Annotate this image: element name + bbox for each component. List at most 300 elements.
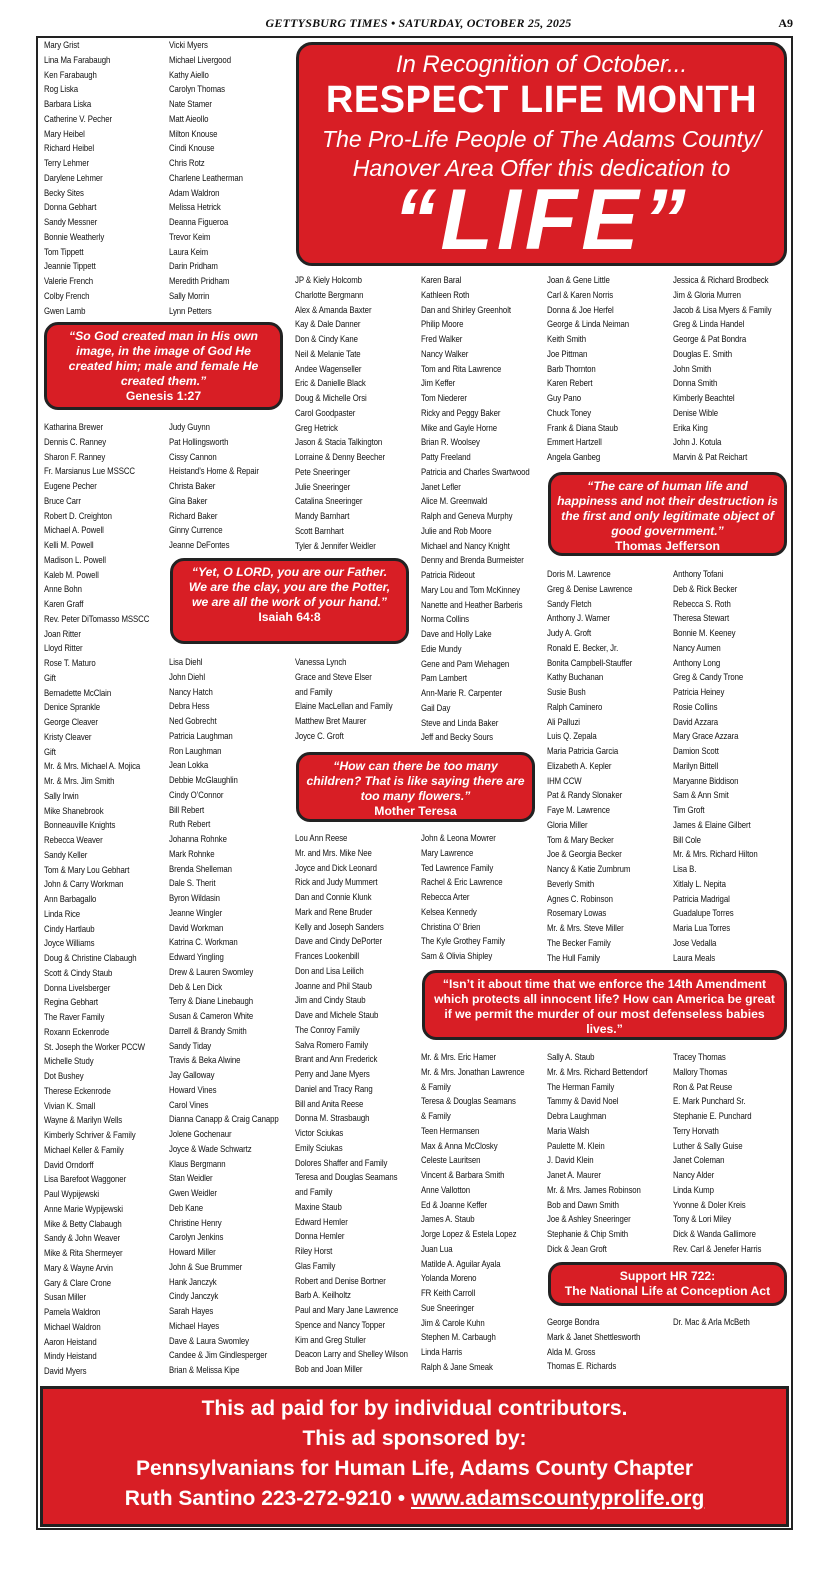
name-entry: Tom & Mary Becker <box>547 834 614 845</box>
name-entry: Elizabeth A. Kepler <box>547 760 612 771</box>
name-entry: Teresa & Douglas Seamans <box>421 1096 516 1107</box>
name-entry: David Orndorff <box>44 1159 94 1170</box>
name-entry: Cindy O’Connor <box>169 789 224 800</box>
name-entry: Emily Sciukas <box>295 1142 343 1153</box>
name-entry: Dr. Mac & Arla McBeth <box>673 1317 750 1327</box>
name-entry: Rog Liska <box>44 84 78 95</box>
name-entry: The Herman Family <box>547 1081 615 1092</box>
name-entry: Nancy & Katie Zumbrum <box>547 864 631 874</box>
name-entry: Eric & Danielle Black <box>295 378 366 389</box>
name-entry: Mike and Gayle Horne <box>421 422 498 433</box>
name-entry: and Family <box>295 1187 333 1197</box>
name-entry: Jim & Gloria Murren <box>673 289 741 300</box>
names-col-4c <box>421 1050 525 1375</box>
name-entry: Howard Vines <box>169 1084 217 1095</box>
name-entry: Ralph Caminero <box>547 701 603 712</box>
names-col-3a <box>295 273 385 553</box>
name-entry: Regina Gebhart <box>44 997 98 1008</box>
name-entry: Maria Patricia Garcia <box>547 746 619 756</box>
name-entry: Edward Yingling <box>169 952 224 962</box>
name-entry: Debbie McGlaughlin <box>169 775 238 785</box>
name-entry: Ted Lawrence Family <box>421 862 494 873</box>
name-entry: Ginny Currence <box>169 525 223 536</box>
quote-isaiah-source: Isaiah 64:8 <box>258 610 321 624</box>
footer-paid-by: This ad paid for by individual contributors. <box>201 1397 628 1420</box>
name-entry: Sam & Olivia Shipley <box>421 951 493 961</box>
name-entry: Celeste Lauritsen <box>421 1155 481 1166</box>
newspaper-dateline: GETTYSBURG TIMES • SATURDAY, OCTOBER 25, 2025 <box>265 16 572 30</box>
name-entry: Barb A. Keilholtz <box>295 1290 351 1301</box>
name-entry: Michelle Study <box>44 1056 94 1067</box>
name-entry: Lynn Petters <box>169 305 212 316</box>
name-entry: Carolyn Jenkins <box>169 1232 224 1243</box>
name-entry: Vanessa Lynch <box>295 657 347 667</box>
name-entry: John J. Kotula <box>673 437 722 448</box>
name-entry: James A. Staub <box>421 1214 475 1225</box>
name-entry: Tom Tippett <box>44 246 84 257</box>
name-entry: Joyce C. Groft <box>295 730 344 741</box>
name-entry: Brian & Melissa Kipe <box>169 1365 240 1375</box>
name-entry: Kimberly Schriver & Family <box>44 1130 136 1140</box>
name-entry: Pete Sneeringer <box>295 466 351 477</box>
name-entry: & Family <box>421 1081 451 1092</box>
name-entry: Jim Keffer <box>421 378 456 389</box>
name-entry: The Kyle Grothey Family <box>421 936 505 947</box>
name-entry: Scott Barnhart <box>295 525 344 536</box>
name-entry: Jeanne Wingler <box>169 907 223 918</box>
names-col-6a <box>673 273 771 465</box>
name-entry: Kelli M. Powell <box>44 540 94 550</box>
name-entry: Fred Walker <box>421 334 463 344</box>
title-banner <box>296 42 787 266</box>
name-entry: Brian R. Woolsey <box>421 437 480 448</box>
name-entry: Edward Hemler <box>295 1216 348 1227</box>
name-entry: Cindy Janczyk <box>169 1291 219 1302</box>
footer-website-link[interactable]: www.adamscountyprolife.org <box>411 1487 705 1510</box>
name-entry: Howard Miller <box>169 1247 216 1257</box>
name-entry: Bruce Carr <box>44 495 81 506</box>
page-number: A9 <box>778 16 793 30</box>
name-entry: Lisa Barefoot Waggoner <box>44 1174 127 1185</box>
name-entry: Eugene Pecher <box>44 481 97 491</box>
name-entry: Nanette and Heather Barberis <box>421 599 523 610</box>
name-entry: Darrell & Brandy Smith <box>169 1025 247 1036</box>
name-entry: Alex & Amanda Baxter <box>295 304 372 315</box>
name-entry: Aaron Heistand <box>44 1336 97 1347</box>
name-entry: Alda M. Gross <box>547 1346 596 1357</box>
quote-teresa-source: Mother Teresa <box>374 804 457 818</box>
name-entry: Kay & Dale Danner <box>295 319 361 330</box>
name-entry: Mr. & Mrs. Eric Hamer <box>421 1052 497 1062</box>
quote-jefferson <box>548 472 787 556</box>
name-entry: Lina Ma Farabaugh <box>44 54 111 65</box>
name-entry: Mary Heibel <box>44 128 85 139</box>
name-entry: Dale S. Therit <box>169 878 216 889</box>
name-entry: Glas Family <box>295 1260 336 1271</box>
name-entry: Anne Vallotton <box>421 1184 471 1195</box>
name-entry: Emmert Hartzell <box>547 437 602 448</box>
name-entry: Mary Grist <box>44 40 80 50</box>
name-entry: Lisa B. <box>673 864 697 874</box>
page-header <box>0 12 837 32</box>
name-entry: Mary Lawrence <box>421 847 474 858</box>
name-entry: Rev. Peter DiTomasso MSSCC <box>44 613 150 624</box>
name-entry: Matthew Bret Maurer <box>295 716 367 726</box>
name-entry: The Raver Family <box>44 1012 105 1022</box>
name-entry: Kathy Buchanan <box>547 672 604 683</box>
names-col-5a <box>547 273 629 465</box>
name-entry: Kathleen Roth <box>421 289 470 300</box>
name-entry: Johanna Rohnke <box>169 834 227 844</box>
name-entry: Bob and Joan Miller <box>295 1364 363 1374</box>
name-entry: IHM CCW <box>547 775 582 786</box>
name-entry: John Diehl <box>169 671 206 682</box>
name-entry: Andee Wagenseller <box>295 363 362 374</box>
name-entry: Deb & Rick Becker <box>673 583 738 594</box>
name-entry: Tony & Lori Miley <box>673 1214 732 1225</box>
name-entry: Jose Vedalla <box>673 937 717 948</box>
name-entry: Judy A. Groft <box>547 628 592 638</box>
title-line-3: The Pro-Life People of The Adams County/ Hanover Area Offer this dedication to <box>322 126 761 181</box>
name-entry: Charlotte Bergmann <box>295 289 364 300</box>
name-entry: Ronald E. Becker, Jr. <box>547 642 619 653</box>
name-entry: Meredith Pridham <box>169 276 230 286</box>
name-entry: Dennis C. Ranney <box>44 436 107 447</box>
name-entry: Dolores Shaffer and Family <box>295 1157 388 1168</box>
name-entry: Yvonne & Doler Kreis <box>673 1199 746 1210</box>
name-entry: Kaleb M. Powell <box>44 569 99 580</box>
name-entry: Guy Pano <box>547 393 582 403</box>
name-entry: Lou Ann Reese <box>295 833 348 843</box>
names-col-5b <box>547 567 632 965</box>
name-entry: Madison L. Powell <box>44 554 106 565</box>
name-entry: Klaus Bergmann <box>169 1158 226 1169</box>
name-entry: George Bondra <box>547 1317 600 1327</box>
names-col-3b <box>295 655 393 744</box>
name-entry: Marilyn Bittell <box>673 760 719 771</box>
names-col-2c <box>169 655 279 1378</box>
name-entry: John & Carry Workman <box>44 879 124 890</box>
name-entry: Linda Rice <box>44 908 81 919</box>
name-entry: Dave and Cindy DePorter <box>295 936 383 947</box>
name-entry: Gloria Miller <box>547 819 588 830</box>
name-entry: Patricia Heiney <box>673 687 725 697</box>
quote-14th-amendment-text: “Isn’t it about time that we enforce the 14th Amendment which protects all innocent life? How can America be great if we permit the murder of our most defenseless babies lives.” <box>434 977 775 1036</box>
name-entry: Dave & Laura Swomley <box>169 1335 249 1346</box>
name-entry: Carol Goodpaster <box>295 407 356 418</box>
name-entry: Janet A. Maurer <box>547 1170 601 1180</box>
name-entry: Sandy Messner <box>44 217 98 227</box>
name-entry: Xitlaly L. Nepita <box>673 878 726 889</box>
name-entry: Michael and Nancy Knight <box>421 540 510 551</box>
name-entry: Tim Groft <box>673 805 705 815</box>
name-entry: Jorge Lopez & Estela Lopez <box>421 1229 517 1239</box>
name-entry: Juan Lua <box>421 1243 453 1254</box>
name-entry: Dick & Jean Groft <box>547 1243 607 1254</box>
name-entry: Jason & Stacia Talkington <box>295 437 383 448</box>
quote-genesis <box>44 322 283 410</box>
name-entry: Douglas E. Smith <box>673 348 732 359</box>
name-entry: The Hull Family <box>547 952 600 963</box>
name-entry: Nancy Aumen <box>673 642 721 653</box>
title-life: “LIFE” <box>393 172 690 268</box>
name-entry: Pamela Waldron <box>44 1307 101 1317</box>
name-entry: Donna Gebhart <box>44 202 97 213</box>
name-entry: Nate Stamer <box>169 99 212 109</box>
name-entry: Tracey Thomas <box>673 1052 726 1062</box>
name-entry: Bill and Anita Reese <box>295 1098 364 1109</box>
name-entry: Ann Barbagallo <box>44 894 97 904</box>
name-entry: Fr. Marsianus Lue MSSCC <box>44 466 135 477</box>
name-entry: Joe & Ashley Sneeringer <box>547 1214 631 1225</box>
name-entry: Joan & Gene Little <box>547 275 610 285</box>
name-entry: Kimberly Beachtel <box>673 393 735 403</box>
name-entry: Darylene Lehmer <box>44 172 103 183</box>
footer-contact: Ruth Santino 223-272-9210 • <box>124 1487 406 1510</box>
name-entry: Patty Freeland <box>421 452 471 462</box>
name-entry: Jessica & Richard Brodbeck <box>673 275 769 285</box>
name-entry: Dave and Michele Staub <box>295 1010 379 1020</box>
name-entry: Yolanda Moreno <box>421 1273 477 1284</box>
names-col-1b <box>44 420 149 1379</box>
name-entry: Steve and Linda Baker <box>421 717 499 728</box>
name-entry: Becky Sites <box>44 187 84 198</box>
name-entry: Bonnie M. Keeney <box>673 628 736 638</box>
name-entry: Luther & Sally Guise <box>673 1140 743 1151</box>
name-entry: Paulette M. Klein <box>547 1140 605 1151</box>
quote-genesis-text: “So God created man in His own image, in the image of God He created him; male and female He created them.” <box>68 329 259 388</box>
name-entry: Laura Keim <box>169 246 209 257</box>
name-entry: Paul and Mary Jane Lawrence <box>295 1305 399 1315</box>
name-entry: Frances Lookenbill <box>295 951 360 961</box>
name-entry: Julie and Rob Moore <box>421 525 492 536</box>
name-entry: Susan & Cameron White <box>169 1011 254 1021</box>
name-entry: Gail Day <box>421 702 451 713</box>
name-entry: Matt Aieollo <box>169 113 209 124</box>
name-entry: Spence and Nancy Topper <box>295 1319 385 1330</box>
name-entry: Jim & Carole Kuhn <box>421 1317 485 1328</box>
name-entry: Mindy Heistand <box>44 1351 97 1362</box>
name-entry: Rebecca Arter <box>421 892 470 902</box>
name-entry: David Myers <box>44 1366 87 1376</box>
name-entry: David Azzara <box>673 716 719 727</box>
name-entry: Vicki Myers <box>169 40 208 50</box>
name-entry: Sam & Ann Smit <box>673 790 729 801</box>
name-entry: Grace and Steve Elser <box>295 671 372 682</box>
name-entry: Milton Knouse <box>169 128 218 139</box>
name-entry: Guadalupe Torres <box>673 908 734 919</box>
name-entry: Terry Horvath <box>673 1125 719 1136</box>
name-entry: Catalina Sneeringer <box>295 496 363 507</box>
name-entry: Jeannie Tippett <box>44 261 96 272</box>
name-entry: Karen Baral <box>421 275 462 285</box>
names-col-6c <box>673 1050 761 1257</box>
name-entry: Mark and Rene Bruder <box>295 906 373 917</box>
name-entry: Teen Hermansen <box>421 1125 480 1136</box>
name-entry: Bonneauville Knights <box>44 820 116 831</box>
name-entry: Vivian K. Small <box>44 1100 96 1111</box>
name-entry: Julie Sneeringer <box>295 481 351 492</box>
quote-jefferson-source: Thomas Jefferson <box>615 539 720 553</box>
name-entry: Dot Bushey <box>44 1071 84 1081</box>
name-entry: Robert and Denise Bortner <box>295 1275 386 1286</box>
name-entry: Anne Marie Wypijewski <box>44 1203 123 1214</box>
name-entry: Pat Hollingsworth <box>169 436 229 447</box>
name-entry: Elaine MacLellan and Family <box>295 701 393 712</box>
name-entry: Stephen M. Carbaugh <box>421 1332 496 1343</box>
name-entry: Hank Janczyk <box>169 1276 217 1287</box>
name-entry: Valerie French <box>44 276 94 286</box>
name-entry: Lorraine & Denny Beecher <box>295 452 386 462</box>
name-entry: Laura Meals <box>673 952 716 963</box>
name-entry: Mark Rohnke <box>169 848 215 859</box>
name-entry: Susan Miller <box>44 1292 86 1303</box>
name-entry: Tammy & David Noel <box>547 1096 619 1107</box>
name-entry: Stephanie E. Punchard <box>673 1111 752 1121</box>
name-entry: Rose T. Maturo <box>44 658 96 668</box>
name-entry: Rosie Collins <box>673 701 718 712</box>
name-entry: Therese Eckenrode <box>44 1085 111 1096</box>
footer-sponsored-by: This ad sponsored by: <box>302 1427 527 1450</box>
name-entry: Charlene Leatherman <box>169 172 243 183</box>
name-entry: Byron Wildasin <box>169 893 220 903</box>
name-entry: Gene and Pam Wiehagen <box>421 658 510 669</box>
name-entry: Debra Laughman <box>547 1111 607 1121</box>
name-entry: Judy Guynn <box>169 422 210 432</box>
name-entry: Michael Waldron <box>44 1321 101 1332</box>
name-entry: Sue Sneeringer <box>421 1302 475 1313</box>
name-entry: Paul Wypijewski <box>44 1189 100 1199</box>
name-entry: Dan and Shirley Greenholt <box>421 304 511 315</box>
name-entry: Mark & Janet Shettlesworth <box>547 1331 641 1342</box>
name-entry: Matilde A. Aguilar Ayala <box>421 1258 501 1269</box>
name-entry: JP & Kiely Holcomb <box>295 275 362 285</box>
name-entry: Heistand’s Home & Repair <box>169 466 259 477</box>
names-col-4b <box>421 831 505 964</box>
name-entry: Mr. & Mrs. James Robinson <box>547 1184 641 1195</box>
name-entry: Donna M. Strasbaugh <box>295 1113 370 1124</box>
quote-isaiah-text: “Yet, O LORD, you are our Father. We are the clay, you are the Potter, we are all the work of your hand.” <box>188 565 391 609</box>
names-col-2a <box>169 38 243 318</box>
name-entry: Mr. & Mrs. Richard Bettendorf <box>547 1066 648 1077</box>
name-entry: Greg Hetrick <box>295 422 338 433</box>
name-entry: Ralph and Geneva Murphy <box>421 511 513 521</box>
title-line-1: In Recognition of October... <box>395 51 688 78</box>
name-entry: Karen Rebert <box>547 378 593 389</box>
name-entry: Rebecca Weaver <box>44 835 103 845</box>
name-entry: Melissa Hetrick <box>169 202 221 213</box>
name-entry: Mike & Betty Clabaugh <box>44 1218 122 1229</box>
name-entry: Stan Weidler <box>169 1173 213 1184</box>
name-entry: Damion Scott <box>673 746 719 756</box>
name-entry: Candee & Jim Gindlesperger <box>169 1350 268 1361</box>
hr722-line-1: Support HR 722: <box>619 1269 716 1283</box>
name-entry: Mallory Thomas <box>673 1066 728 1077</box>
name-entry: Salva Romero Family <box>295 1039 369 1050</box>
name-entry: Maria Lua Torres <box>673 923 731 933</box>
title-headline: RESPECT LIFE MONTH <box>325 79 758 121</box>
footer-organization: Pennsylvanians for Human Life, Adams County Chapter <box>136 1457 693 1480</box>
name-entry: Sarah Hayes <box>169 1306 214 1316</box>
name-entry: Chris Rotz <box>169 158 205 168</box>
name-entry: Debra Hess <box>169 701 210 712</box>
name-entry: Tyler & Jennifer Weidler <box>295 540 376 551</box>
name-entry: Dave and Holly Lake <box>421 629 492 639</box>
name-entry: Maria Walsh <box>547 1125 590 1136</box>
name-entry: Anthony Tofani <box>673 569 724 579</box>
name-entry: Patricia Laughman <box>169 730 233 741</box>
name-entry: Norma Collins <box>421 614 469 625</box>
name-entry: Terry Lehmer <box>44 158 90 168</box>
quote-isaiah <box>170 558 409 644</box>
quote-genesis-source: Genesis 1:27 <box>125 389 202 403</box>
name-entry: Mike Shanebrook <box>44 805 104 816</box>
name-entry: Brenda Shelleman <box>169 863 232 874</box>
name-entry: Mr. and Mrs. Mike Nee <box>295 847 372 858</box>
name-entry: Doug & Christine Clabaugh <box>44 953 137 963</box>
name-entry: Travis & Beka Alwine <box>169 1055 241 1066</box>
name-entry: Kathy Aiello <box>169 69 209 80</box>
name-entry: Barb Thornton <box>547 363 596 374</box>
quote-jefferson-text: “The care of human life and happiness and not their destruction is the first and only legitimate object of good government.” <box>557 479 778 538</box>
name-entry: Sandy & John Weaver <box>44 1233 120 1244</box>
name-entry: St. Joseph the Worker PCCW <box>44 1041 145 1052</box>
name-entry: Alice M. Greenwald <box>421 496 488 507</box>
name-entry: Mr. & Mrs. Richard Hilton <box>673 849 758 860</box>
name-entry: Bernadette McClain <box>44 687 112 698</box>
name-entry: Joyce & Wade Schwartz <box>169 1143 252 1154</box>
name-entry: Adam Waldron <box>169 187 220 198</box>
name-entry: Linda Harris <box>421 1347 463 1357</box>
name-entry: Jay Galloway <box>169 1070 215 1080</box>
name-entry: Luis Q. Zepala <box>547 731 597 742</box>
hr722-box <box>548 1262 787 1306</box>
name-entry: Joyce Williams <box>44 938 95 949</box>
name-entry: Janet Coleman <box>673 1155 725 1166</box>
name-entry: Anthony Long <box>673 657 721 668</box>
name-entry: Chuck Toney <box>547 407 592 418</box>
name-entry: George & Linda Neiman <box>547 319 630 330</box>
name-entry: Jean Lokka <box>169 760 209 771</box>
name-entry: Anthony J. Warner <box>547 613 610 624</box>
name-entry: Bill Cole <box>673 834 701 845</box>
footer-contact-line <box>43 1484 786 1514</box>
name-entry: Keith Smith <box>547 334 587 344</box>
name-entry: Tom Niederer <box>421 393 467 403</box>
name-entry: Darin Pridham <box>169 261 218 272</box>
name-entry: Don and Lisa Leilich <box>295 965 364 976</box>
name-entry: Nancy Alder <box>673 1170 715 1180</box>
name-entry: Neil & Melanie Tate <box>295 348 361 359</box>
name-entry: Denise Wible <box>673 407 719 418</box>
name-entry: Jolene Gochenaur <box>169 1129 232 1139</box>
names-col-1a <box>44 38 112 318</box>
name-entry: Beverly Smith <box>547 878 595 889</box>
name-entry: Joyce and Dick Leonard <box>295 862 377 873</box>
name-entry: Cindi Knouse <box>169 143 215 154</box>
name-entry: Mr. & Mrs. Jonathan Lawrence <box>421 1066 525 1077</box>
name-entry: Michael A. Powell <box>44 525 104 536</box>
name-entry: Katharina Brewer <box>44 422 103 432</box>
name-entry: Carolyn Thomas <box>169 84 225 95</box>
name-entry: Wayne & Marilyn Wells <box>44 1115 123 1126</box>
quote-teresa <box>296 752 535 822</box>
name-entry: Erika King <box>673 422 708 433</box>
name-entry: Jim and Cindy Staub <box>295 995 366 1006</box>
name-entry: Bill Rebert <box>169 804 205 815</box>
name-entry: The Becker Family <box>547 937 611 948</box>
name-entry: Jeff and Becky Sours <box>421 732 493 743</box>
